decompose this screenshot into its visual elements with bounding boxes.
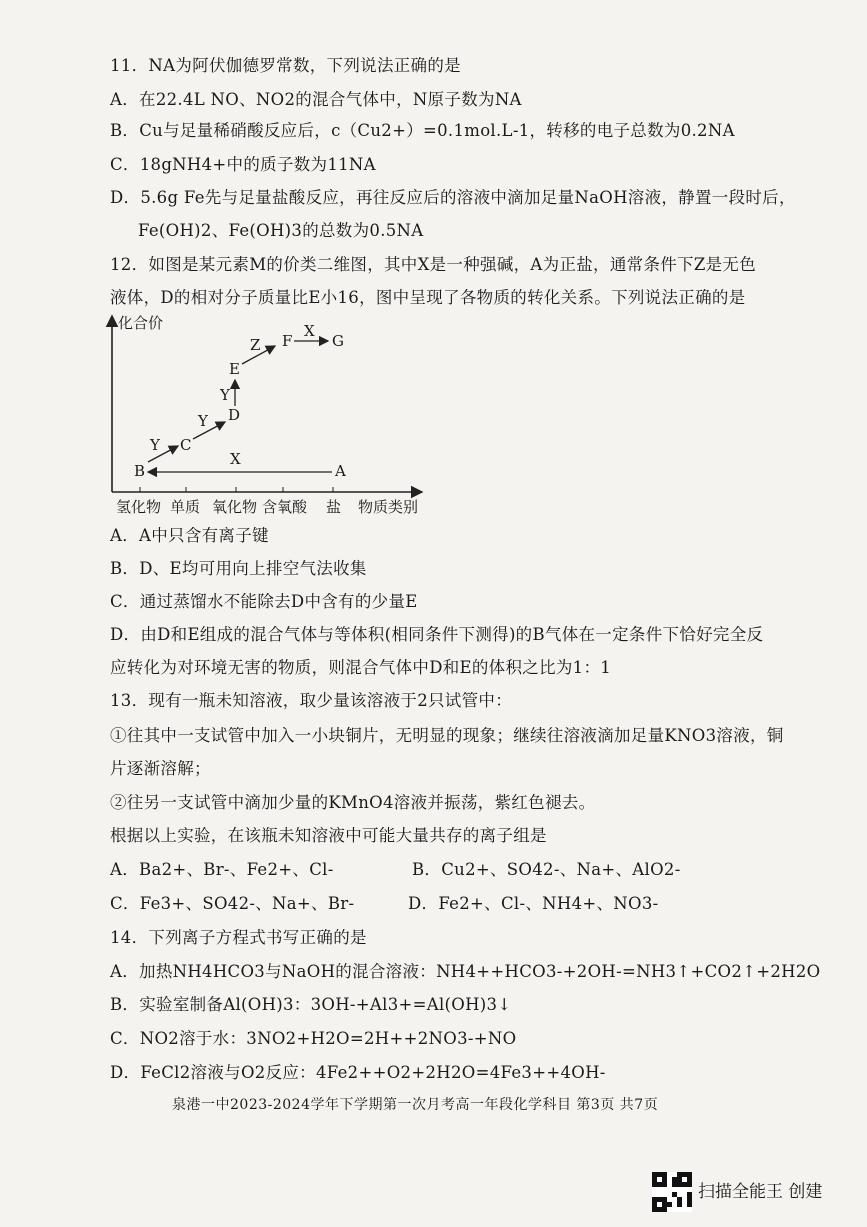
question-14-option-b: B．实验室制备Al(OH)3：3OH-+Al3+=Al(OH)3↓ [110,995,512,1014]
question-14-option-a: A．加热NH4HCO3与NaOH的混合溶液：NH4++HCO3-+2OH-=NH3↑+CO2↑+2H2O [110,962,821,981]
question-13-option-a: A．Ba2+、Br-、Fe2+、Cl- [110,860,334,879]
question-13-step-2: ②往另一支试管中滴加少量的KMnO4溶液并振荡，紫红色褪去。 [110,793,596,812]
node-e: E [229,360,240,378]
question-11-option-a: A．在22.4L NO、NO2的混合气体中，N原子数为NA [110,90,522,109]
node-a: A [335,462,346,480]
diagram-svg [100,312,430,522]
question-11-option-c: C．18gNH4+中的质子数为11NA [110,155,376,174]
question-12-stem-cont: 液体，D的相对分子质量比E小16，图中呈现了各物质的转化关系。下列说法正确的是 [110,288,746,307]
node-b-low: B [134,462,146,480]
question-12-option-a: A．A中只含有离子键 [110,526,269,545]
question-11-option-d: D．5.6g Fe先与足量盐酸反应，再往反应后的溶液中滴加足量NaOH溶液，静置一段时后， [110,188,796,207]
x-category-5: 盐 [326,498,342,516]
question-11-option-b: B．Cu与足量稀硝酸反应后，c（Cu2+）=0.1mol.L-1，转移的电子总数为0.2NA [110,121,735,140]
arrow-label-y1: Y [150,436,160,454]
x-category-3: 氧化物 [212,498,258,516]
x-category-2: 单质 [170,498,201,516]
node-g: G [332,332,344,350]
scanner-watermark: 扫描全能王 创建 [698,1182,823,1202]
question-13-stem: 13．现有一瓶未知溶液，取少量该溶液于2只试管中： [110,691,512,710]
x-category-4: 含氧酸 [262,498,308,516]
node-f: F [282,332,293,350]
arrow-label-x1: X [304,322,315,340]
arrow-label-z: Z [250,336,261,354]
question-13-option-d: D．Fe2+、Cl-、NH4+、NO3- [408,894,659,913]
question-13-step-1-cont: 片逐渐溶解； [110,759,211,778]
x-category-1: 氢化物 [116,498,162,516]
question-13-prompt: 根据以上实验，在该瓶未知溶液中可能大量共存的离子组是 [110,826,547,845]
question-12-stem: 12．如图是某元素M的价类二维图，其中X是一种强碱，A为正盐，通常条件下Z是无色 [110,255,757,274]
arrow-label-y3: Y [220,386,230,404]
question-14-option-d: D．FeCl2溶液与O2反应：4Fe2++O2+2H2O=4Fe3++4OH- [110,1063,606,1082]
node-c: C [180,436,192,454]
valence-class-diagram [100,312,430,522]
question-12-option-b: B．D、E均可用向上排空气法收集 [110,559,367,578]
page-footer: 泉港一中2023-2024学年下学期第一次月考高一年段化学科目 第3页 共7页 [172,1097,659,1113]
question-12-option-d-cont: 应转化为对环境无害的物质，则混合气体中D和E的体积之比为1：1 [110,658,612,677]
arrow-label-x2: X [230,450,241,468]
x-axis-label: 物质类别 [358,498,419,516]
question-13-option-c: C．Fe3+、SO42-、Na+、Br- [110,894,355,913]
question-14-option-c: C．NO2溶于水：3NO2+H2O=2H++2NO3-+NO [110,1029,517,1048]
question-11-stem: 11．NA为阿伏伽德罗常数，下列说法正确的是 [110,56,461,75]
arrow-label-y2: Y [198,412,208,430]
question-12-option-d: D．由D和E组成的混合气体与等体积(相同条件下测得)的B气体在一定条件下恰好完全反 [110,625,764,644]
qr-code-icon [652,1172,692,1212]
question-13-option-b: B．Cu2+、SO42-、Na+、AlO2- [412,860,681,879]
question-13-step-1: ①往其中一支试管中加入一小块铜片，无明显的现象；继续往溶液滴加足量KNO3溶液，铜 [110,726,784,745]
node-d: D [228,406,241,424]
question-14-stem: 14．下列离子方程式书写正确的是 [110,928,367,947]
question-12-option-c: C．通过蒸馏水不能除去D中含有的少量E [110,592,418,611]
y-axis-label: 化合价 [118,314,164,332]
question-11-option-d-cont: Fe(OH)2、Fe(OH)3的总数为0.5NA [138,221,424,240]
